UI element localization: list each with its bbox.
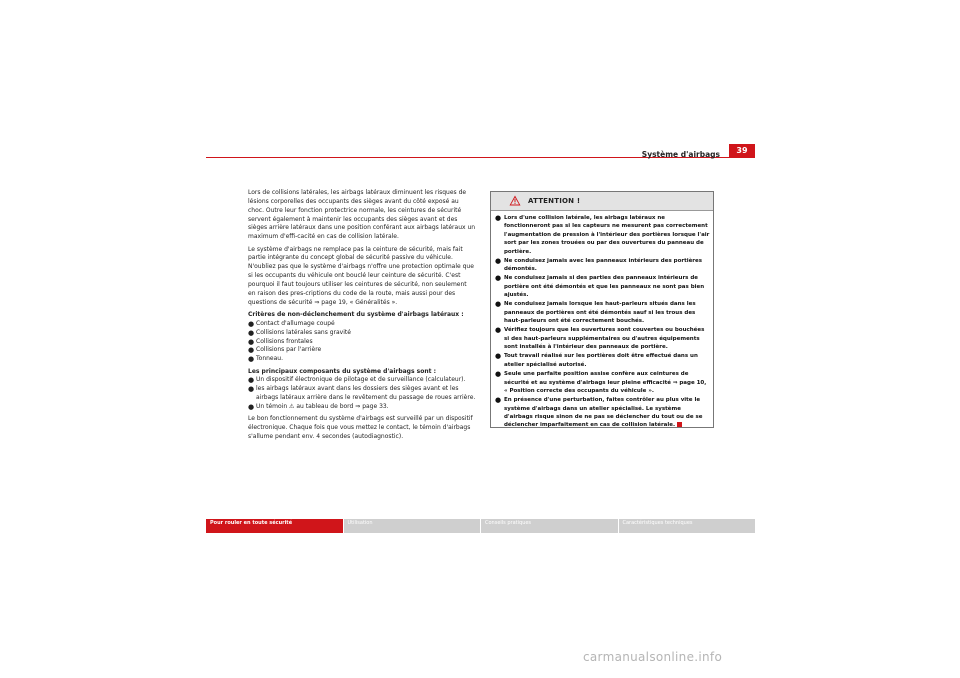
tab-pour-rouler-en-toute-securite[interactable]: Pour rouler en toute sécurité	[206, 519, 343, 533]
warning-header	[491, 192, 713, 211]
intro-paragraph: Lors de collisions latérales, les airbags latéraux diminuent les risques de lésions corporelles des occupants des sièges avant du côté exposé au choc. Outre leur fonction protectrice normale, les ceintures de sécurité servent également à maintenir les occupants des sièges avant et des sièges arrière latéraux dans une position conférant aux airbags latéraux un maximum d'effi-cacité en cas de collision latérale.	[248, 189, 476, 241]
warning-box	[490, 191, 714, 428]
page-title: Système d'airbags	[641, 150, 720, 159]
warning-item: ● Lors d'une collision latérale, les airbags latéraux ne fonctionneront pas si les capteurs ne mesurent pas correctement l'augmentation de pression à l'intérieur des portières lorsque l'air sort par les zones trouées ou par des ouvertures du panneau de portière.	[495, 214, 710, 255]
bullet-icon: ●	[248, 385, 255, 394]
bullet-icon: ●	[495, 256, 502, 265]
list-item: ● Collisions frontales	[248, 337, 313, 346]
warning-triangle-icon	[509, 195, 521, 206]
bullet-icon: ●	[495, 274, 502, 283]
warning-item: ● En présence d'une perturbation, faites contrôler au plus vite le système d'airbags dans un atelier spécialisé. Le système d'airbags risque sinon de ne pas se déclencher du tout ou de se déclencher imparfaitement en cas de collision latérale.	[495, 396, 703, 429]
second-paragraph: Le système d'airbags ne remplace pas la ceinture de sécurité, mais fait partie intégrante du concept global de sécurité passive du véhicule. N'oubliez pas que le système d'airbags n'offre une protection optimale que si les occupants du véhicule ont bouclé leur ceinture de sécurité. C'est pourquoi il faut toujours utiliser les ceintures de sécurité, non seulement en raison des pres-criptions du code de la route, mais aussi pour des questions de sécurité ⇒ page 19, « Généralités ».	[248, 245, 474, 306]
bullet-icon: ●	[248, 328, 255, 337]
watermark: carmanualsonline.info	[583, 650, 723, 664]
closing-paragraph: Le bon fonctionnement du système d'airbags est surveillé par un dispositif électronique. Chaque fois que vous mettez le contact, le témoin d'airbags s'allume pendant env. 4 secondes (autodiagnostic).	[248, 415, 473, 440]
tab-utilisation[interactable]: Utilisation	[344, 519, 481, 533]
tab-conseils-pratiques[interactable]: Conseils pratiques	[481, 519, 618, 533]
warning-title: ATTENTION !	[528, 197, 581, 205]
warning-list	[495, 214, 711, 431]
bullet-icon: ●	[248, 346, 255, 355]
criteria-list	[248, 320, 476, 364]
list-item: ● Un dispositif électronique de pilotage et de surveillance (calculateur).	[248, 376, 466, 385]
bullet-icon: ●	[248, 337, 255, 346]
bullet-icon: ●	[495, 352, 502, 361]
list-item: ● Collisions latérales sans gravité	[248, 328, 351, 337]
bullet-icon: ●	[248, 319, 255, 328]
page-number: 39	[729, 144, 755, 158]
warning-item: ● Ne conduisez jamais avec les panneaux intérieurs des portières démontés.	[495, 256, 703, 273]
warning-item: ● Tout travail réalisé sur les portières doit être effectué dans un atelier spécialisé autorisé.	[495, 352, 698, 368]
bullet-icon: ●	[495, 300, 502, 309]
bullet-icon: ●	[495, 326, 502, 335]
bullet-icon: ●	[248, 355, 255, 364]
list-item: ● Contact d'allumage coupé	[248, 319, 335, 328]
list-item: ● Un témoin ⚠ au tableau de bord ⇒ page 33.	[248, 402, 389, 411]
criteria-heading: Critères de non-déclenchement du système d'airbags latéraux :	[248, 310, 464, 318]
list-item: ● Collisions par l'arrière	[248, 346, 322, 355]
warning-item: ● Seule une parfaite position assise confère aux ceintures de sécurité et au système d'airbags leur pleine efficacité ⇒ page 10, « Position correcte des occupants du véhicule ».	[495, 370, 707, 394]
bullet-icon: ●	[248, 376, 255, 385]
tab-caracteristiques-techniques[interactable]: Caractéristiques techniques	[619, 519, 756, 533]
components-heading: Les principaux composants du système d'airbags sont :	[248, 367, 436, 375]
bullet-icon: ●	[495, 370, 502, 379]
warning-item: ● Ne conduisez jamais lorsque les haut-parleurs situés dans les panneaux de portières ont été démontés sauf si les trous des haut-parleurs ont été correctement bouchés.	[495, 300, 696, 325]
footer-nav	[206, 519, 755, 533]
components-list	[248, 376, 476, 411]
bullet-icon: ●	[248, 402, 255, 411]
warning-item: ● Ne conduisez jamais si des parties des panneaux intérieurs de portière ont été démontés et que les panneaux ne sont pas bien ajustés.	[495, 274, 705, 299]
warning-item: ● Vérifiez toujours que les ouvertures sont couvertes ou bouchées si des haut-parleurs supplémentaires ou d'autres équipements sont installés à l'intérieur des panneaux de portière.	[495, 326, 705, 351]
bullet-icon: ●	[495, 396, 502, 405]
list-item: ● les airbags latéraux avant dans les dossiers des sièges avant et les airbags latéraux arrière dans le revêtement du passage de roues arrière.	[248, 385, 476, 402]
bullet-icon: ●	[495, 214, 502, 222]
list-item: ● Tonneau.	[248, 355, 283, 364]
end-of-section-icon	[677, 422, 682, 427]
left-column	[248, 189, 476, 445]
